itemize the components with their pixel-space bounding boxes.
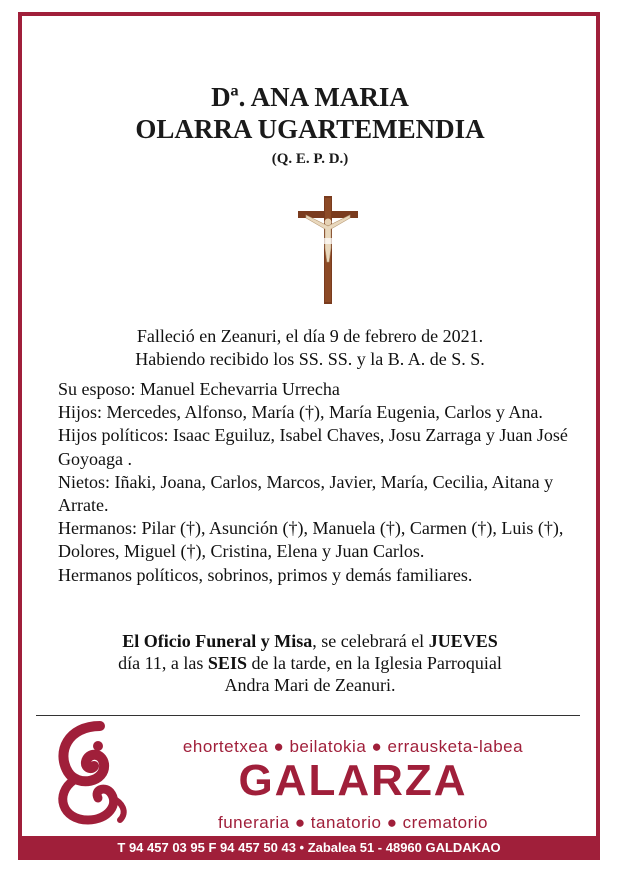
death-statement: Falleció en Zeanuri, el día 9 de febrero de 2021.	[136, 326, 484, 346]
list-item: Su esposo: Manuel Echevarria Urrecha	[58, 379, 340, 399]
company-tagline-spanish: funeraria ● tanatorio ● crematorio	[218, 813, 488, 832]
funeral-bold-service: El Oficio Funeral y Misa	[122, 631, 313, 651]
funeral-bold-day: JUEVES	[428, 631, 498, 651]
funeral-bold-time: SEIS	[207, 653, 247, 673]
funeral-text: , se celebrará el	[312, 631, 429, 651]
qepd-text: (Q. E. P. D.)	[271, 151, 349, 167]
list-item: Hermanos: Pilar (†), Asunción (†), Manuela (†), Carmen (†), Luis (†), Dolores, Miguel (†), Cristina, Elena y Juan Carlos.	[58, 518, 564, 562]
list-item: Hermanos políticos, sobrinos, primos y demás familiares.	[58, 564, 473, 585]
funeral-text: de la tarde, en la Iglesia Parroquial	[246, 653, 502, 673]
list-item: Nietos: Iñaki, Joana, Carlos, Marcos, Javier, María, Cecilia, Aitana y Arrate.	[58, 471, 554, 516]
funeral-location: Andra Mari de Zeanuri.	[224, 675, 396, 695]
divider	[36, 715, 580, 716]
sacraments-statement: Habiendo recibido los SS. SS. y la B. A. de S. S.	[135, 349, 485, 369]
list-item: Hijos políticos: Isaac Eguiluz, Isabel Chaves, Josu Zarraga y Juan José Goyoaga .	[58, 425, 568, 469]
family-list	[58, 378, 568, 587]
contact-footer: T 94 457 03 95 F 94 457 50 43 • Zabalea 51 - 48960 GALDAKAO	[18, 836, 600, 860]
list-item: Hijos: Mercedes, Alfonso, María (†), María Eugenia, Carlos y Ana.	[58, 402, 543, 423]
funeral-details	[0, 630, 620, 696]
deceased-name-line1: Dª. ANA MARIA	[211, 82, 409, 112]
funeral-text: día 11, a las	[118, 653, 208, 673]
company-brand: GALARZA	[238, 756, 468, 805]
crucifix-icon	[298, 196, 358, 304]
company-tagline-basque: ehortetxea ● beilatokia ● errausketa-labea	[182, 737, 524, 756]
galarza-logo-icon	[48, 720, 138, 830]
deceased-name-line2: OLARRA UGARTEMENDIA	[135, 114, 485, 144]
